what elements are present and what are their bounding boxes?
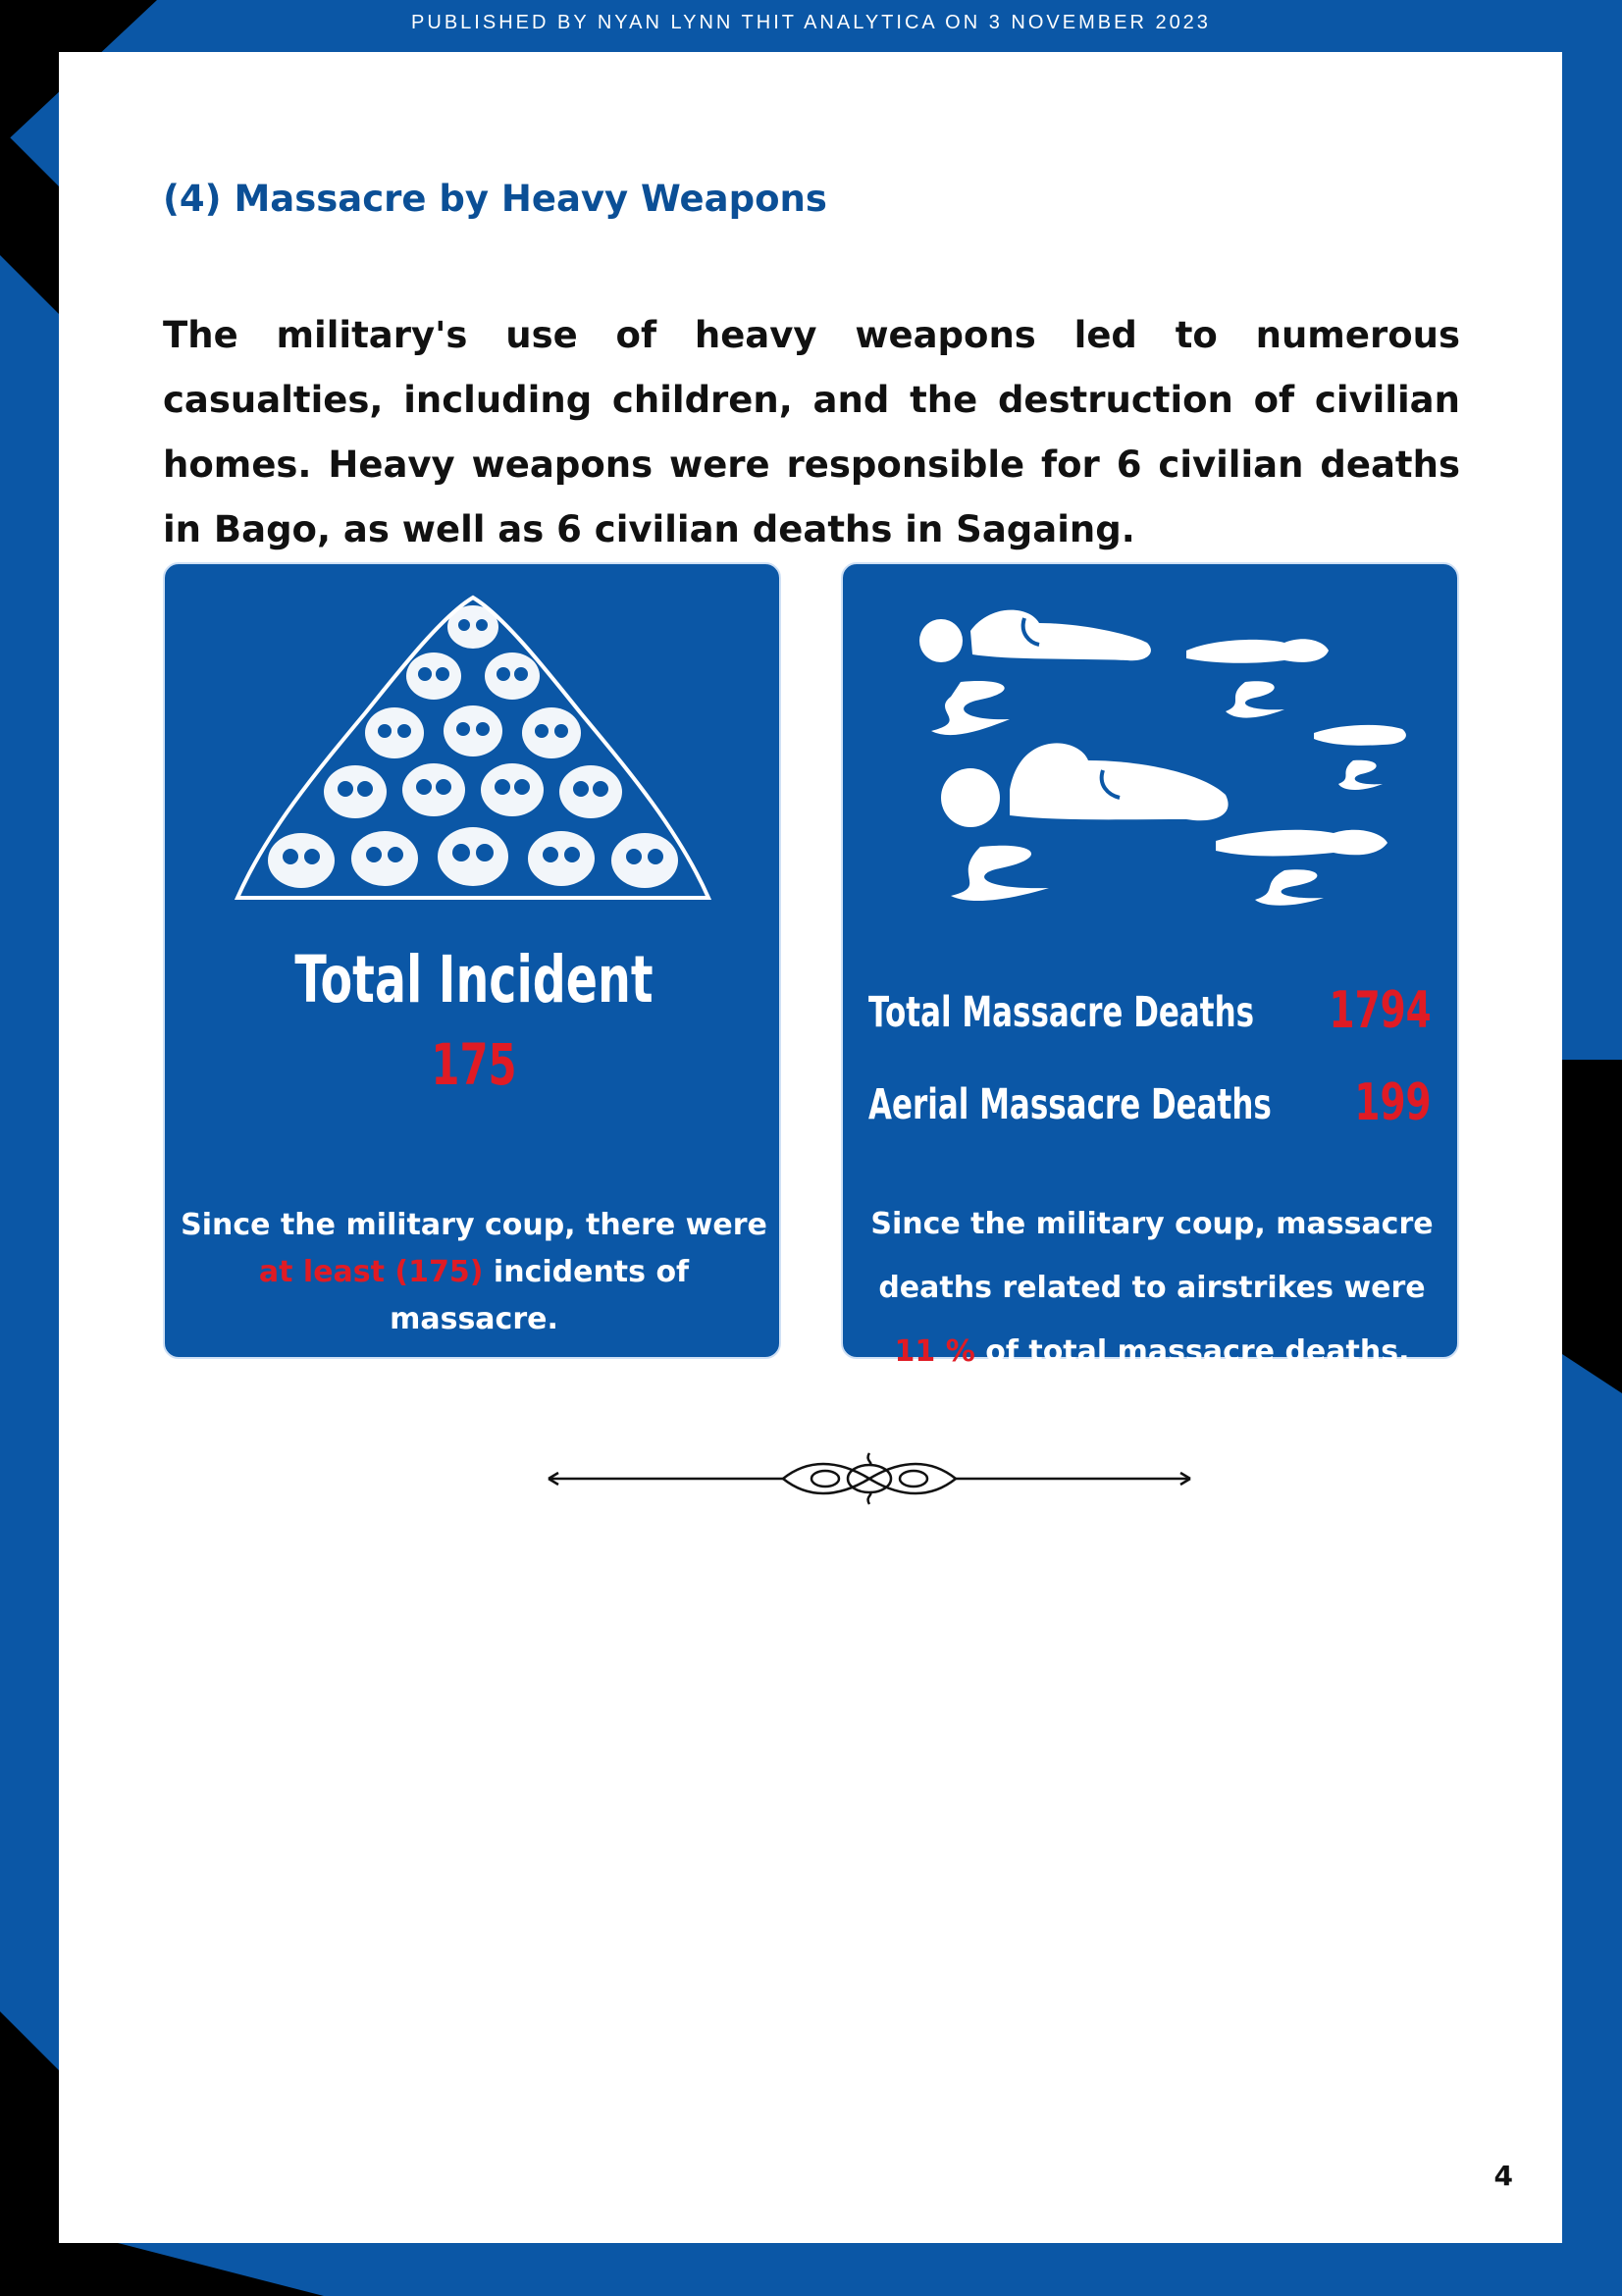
skull-pile-icon [228, 586, 718, 919]
airstrike-description [853, 1192, 1451, 1383]
aerial-massacre-deaths-label: Aerial Massacre Deaths [868, 1080, 1272, 1129]
aerial-massacre-deaths-value: 199 [1354, 1073, 1432, 1132]
airstrike-text-after: of total massacre deaths. [985, 1334, 1410, 1369]
incident-text-before: Since the military coup, there were [181, 1208, 767, 1242]
total-incident-value: 175 [431, 1031, 517, 1098]
section-body: The military's use of heavy weapons led to numerous casualties, including children, and the destruction of civilian homes. Heavy weapons were responsible for 6 civilian deaths in Bago, as well as 6 civilian deaths in Sagaing. [163, 314, 1460, 550]
massacre-deaths-card [841, 562, 1459, 1369]
total-massacre-deaths-value: 1794 [1329, 981, 1432, 1040]
fallen-bodies-icon [892, 584, 1422, 908]
total-incident-label: Total Incident [294, 942, 654, 1018]
incident-text-after: incidents of massacre. [390, 1255, 690, 1336]
publisher-line: PUBLISHED BY NYAN LYNN THIT ANALYTICA ON 3 NOVEMBER 2023 [411, 12, 1211, 33]
ornamental-divider [543, 1449, 1196, 1508]
page-sheet [59, 52, 1562, 2243]
airstrike-text-highlight: 11 % [894, 1334, 975, 1369]
section-title: (4) Massacre by Heavy Weapons [163, 178, 827, 220]
total-massacre-deaths-label: Total Massacre Deaths [868, 988, 1255, 1037]
airstrike-text-before: Since the military coup, massacre deaths related to airstrikes were [870, 1207, 1434, 1305]
incident-description [175, 1202, 773, 1343]
incident-text-highlight: at least (175) [258, 1255, 484, 1289]
page-number: 4 [1493, 2160, 1513, 2192]
total-incident-card [163, 562, 781, 1359]
